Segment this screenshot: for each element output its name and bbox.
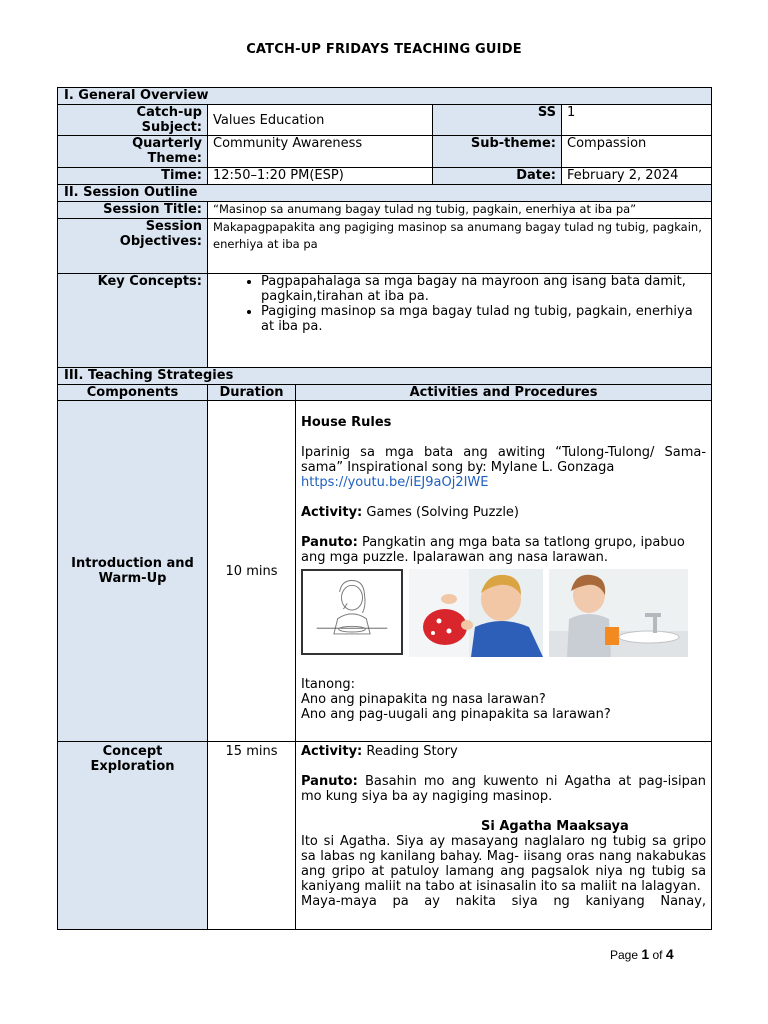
table-row — [58, 401, 712, 742]
activities-intro — [296, 401, 712, 742]
session-title-value: “Masinop sa anumang bagay tulad ng tubig, pagkain, enerhiya at iba pa” — [208, 202, 712, 219]
document-title: CATCH-UP FRIDAYS TEACHING GUIDE — [246, 42, 522, 57]
ss-label: SS — [433, 105, 562, 136]
story-paragraph: Ito si Agatha. Siya ay masayang naglalaro ng tubig sa gripo sa labas ng kanilang bahay. Mag- iisang oras nang nakabukas ang gripo at patuloy lamang ang pagsalok niya ng tubig sa kaniyang maliit na tabo at isinasalin ito sa maliit na lalagyan. — [301, 834, 707, 894]
song-instruction: Iparinig sa mga bata ang awiting “Tulong-Tulong/ Sama-sama” Inspirational song by: Mylane L. Gonzaga — [301, 445, 707, 475]
ss-value: 1 — [562, 105, 712, 136]
column-header-duration: Duration — [208, 385, 296, 401]
itanong-label: Itanong: — [301, 677, 355, 692]
subject-label: Catch-up Subject: — [58, 105, 208, 136]
song-link[interactable]: https://youtu.be/iEJ9aOj2IWE — [301, 475, 489, 490]
session-objectives-label: Session Objectives: — [58, 219, 208, 274]
section-session-outline: II. Session Outline — [58, 185, 712, 202]
activity-line: Activity: Games (Solving Puzzle) — [301, 505, 520, 520]
key-concept-item: • Pagpapahalaga sa mga bagay na mayroon ang isang bata damit, pagkain,tirahan at iba pa. — [261, 274, 706, 304]
story-paragraph: Maya-maya pa ay nakita siya ng kaniyang Nanay, — [301, 894, 707, 909]
page-number: Page 1 of 4 — [610, 946, 674, 962]
date-label: Date: — [433, 168, 562, 185]
section-teaching-strategies: III. Teaching Strategies — [58, 368, 712, 385]
activities-concept — [296, 742, 712, 930]
key-concept-item: • Pagiging masinop sa mga bagay tulad ng tubig, pagkain, enerhiya at iba pa. — [261, 304, 706, 334]
key-concepts-label: Key Concepts: — [58, 274, 208, 368]
theme-value: Community Awareness — [208, 136, 433, 168]
component-concept-exploration: Concept Exploration — [58, 742, 208, 930]
key-concepts-value — [208, 274, 712, 368]
boy-piggy-bank-image — [409, 569, 543, 657]
girl-brushing-teeth-image — [549, 569, 688, 657]
subtheme-label: Sub-theme: — [433, 136, 562, 168]
time-label: Time: — [58, 168, 208, 185]
date-value: February 2, 2024 — [562, 168, 712, 185]
question-2: Ano ang pag-uugali ang pinapakita sa larawan? — [301, 707, 611, 722]
column-header-components: Components — [58, 385, 208, 401]
time-value: 12:50–1:20 PM(ESP) — [208, 168, 433, 185]
question-1: Ano ang pinapakita ng nasa larawan? — [301, 692, 546, 707]
panuto-line: Panuto: Basahin mo ang kuwento ni Agatha at pag-isipan mo kung siya ba ay nagiging masinop. — [301, 774, 707, 804]
component-intro-warmup: Introduction and Warm-Up — [58, 401, 208, 742]
puzzle-images — [301, 569, 706, 657]
activity-line: Activity: Reading Story — [301, 744, 458, 759]
girl-eating-sketch-image — [301, 569, 403, 655]
column-header-activities: Activities and Procedures — [296, 385, 712, 401]
duration-concept: 15 mins — [208, 742, 296, 930]
section-general-overview: I. General Overview — [58, 88, 712, 105]
story-title: Si Agatha Maaksaya — [481, 819, 629, 834]
subject-value: Values Education — [208, 105, 433, 136]
theme-label: Quarterly Theme: — [58, 136, 208, 168]
panuto-line: Panuto: Pangkatin ang mga bata sa tatlong grupo, ipabuo ang mga puzzle. Ipalarawan ang nasa larawan. — [301, 535, 685, 565]
table-row — [58, 742, 712, 930]
duration-intro: 10 mins — [208, 401, 296, 742]
session-title-label: Session Title: — [58, 202, 208, 219]
teaching-guide-table — [57, 87, 712, 930]
house-rules-heading: House Rules — [301, 415, 392, 430]
session-objectives-value: Makapagpapakita ang pagiging masinop sa anumang bagay tulad ng tubig, pagkain, enerhiya at iba pa — [208, 219, 712, 274]
subtheme-value: Compassion — [562, 136, 712, 168]
